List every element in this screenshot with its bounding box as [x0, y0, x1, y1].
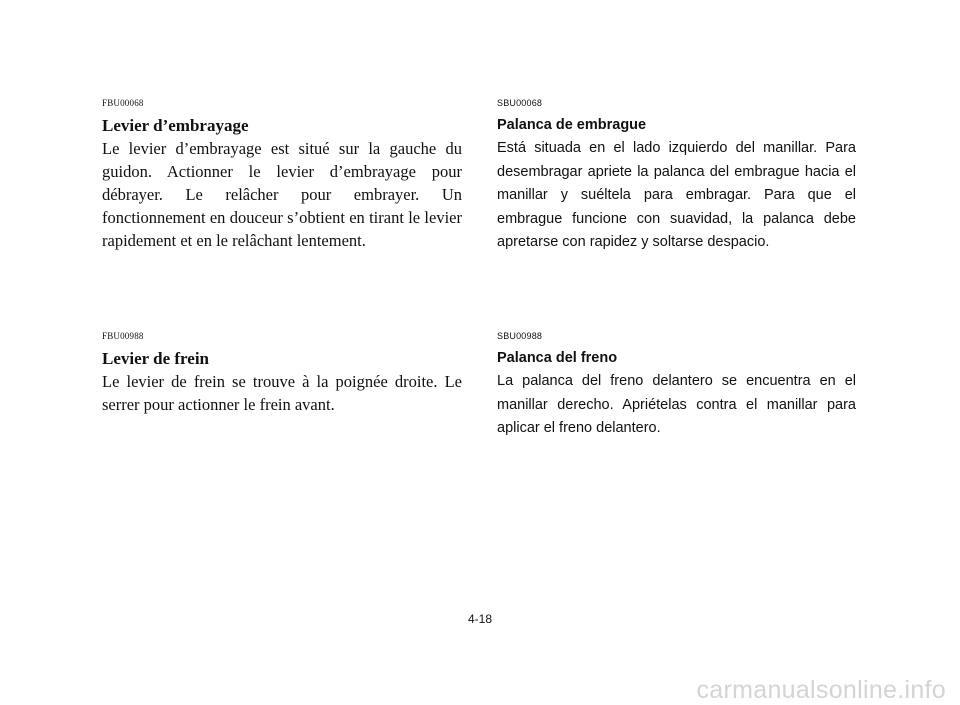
watermark: carmanualsonline.info: [696, 676, 946, 704]
page-number: 4-18: [467, 612, 493, 626]
section-body: La palanca del freno delantero se encuentra en el manillar derecho. Apriételas contra el manillar para aplicar el freno delantero.: [497, 373, 856, 437]
spanish-brake-section: [497, 331, 856, 441]
section-title: Palanca de embrague: [497, 117, 647, 133]
section-code: SBU00068: [497, 98, 543, 108]
section-body: Le levier d’embrayage est situé sur la gauche du guidon. Actionner le levier d’embrayage pour débrayer. Le relâcher pour embrayer. Un fonctionnement en douceur s’obtient en tirant le levier rapidement et en le relâchant lentement.: [102, 139, 462, 250]
section-title: Palanca del freno: [497, 350, 618, 366]
section-code: FBU00068: [102, 98, 144, 108]
french-brake-section: [102, 331, 462, 416]
section-code: SBU00988: [497, 331, 543, 341]
section-title: Levier de frein: [102, 349, 210, 368]
section-body: Está situada en el lado izquierdo del manillar. Para desembragar apriete la palanca del embrague hacia el manillar y suéltela para embragar. Para que el embrague funcione con suavidad, la palanca debe apretarse con rapidez y soltarse despacio.: [497, 140, 856, 251]
section-code: FBU00988: [102, 331, 144, 341]
french-clutch-section: [102, 98, 462, 252]
spanish-clutch-section: [497, 98, 856, 255]
section-body: Le levier de frein se trouve à la poignée droite. Le serrer pour actionner le frein avant.: [102, 372, 462, 414]
section-title: Levier d’embrayage: [102, 116, 249, 135]
